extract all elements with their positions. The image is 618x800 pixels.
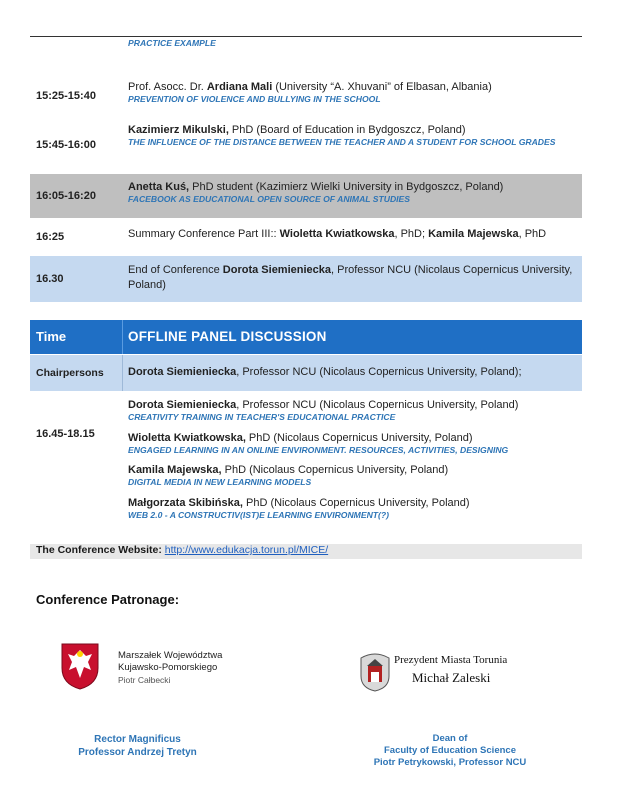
eagle-crest-icon xyxy=(60,642,100,690)
speaker-name: Dorota Siemieniecka xyxy=(128,366,237,378)
talk-item: Wioletta Kwiatkowska, PhD (Nicolaus Copernicus University, Poland) ENGAGED LEARNING IN AN ONLINE ENVIRONMENT. RESOURCES, ACTIVITIES, DESIGNING xyxy=(128,432,578,456)
table-row: 16:25 Summary Conference Part III:: Wioletta Kwiatkowska, PhD; Kamila Majewska, PhD xyxy=(36,228,547,243)
table-row: 16.30 End of Conference Dorota Siemieniecka, Professor NCU (Nicolaus Copernicus University, Poland) xyxy=(30,256,582,302)
time-cell: 16:05-16:20 xyxy=(36,190,96,202)
talk-title: THE INFLUENCE OF THE DISTANCE BETWEEN THE TEACHER AND A STUDENT FOR SCHOOL GRADES xyxy=(128,137,556,147)
speaker-name: Dorota Siemieniecka xyxy=(222,264,332,276)
table-top-border xyxy=(30,36,582,37)
table-row: 15:45-16:00 Kazimierz Mikulski, PhD (Board of Education in Bydgoszcz, Poland) THE INFLUENCE OF THE DISTANCE BETWEEN THE TEACHER AND A STUDENT FOR SCHOOL GRADES xyxy=(30,118,582,168)
panel-talks-row xyxy=(30,393,582,533)
time-cell: 16.30 xyxy=(36,273,64,285)
left-patron-text: Marszałek Województwa Kujawsko-Pomorskiego Piotr Całbecki xyxy=(118,650,223,685)
patronage-heading: Conference Patronage: xyxy=(36,592,180,607)
speaker-name: Kazimierz Mikulski, xyxy=(128,124,229,136)
table-row xyxy=(30,38,582,52)
right-patron-text: Prezydent Miasta Torunia Michał Zaleski xyxy=(394,654,508,685)
speaker-name: Ardiana Mali xyxy=(206,81,273,93)
talk-title: PRACTICE EXAMPLE xyxy=(128,38,216,48)
talk-title: CREATIVITY TRAINING IN TEACHER'S EDUCATIONAL PRACTICE xyxy=(128,412,396,422)
chair-label: Chairpersons xyxy=(36,367,104,379)
speaker-name: Dorota Siemieniecka xyxy=(128,399,237,411)
talk-item: Kamila Majewska, PhD (Nicolaus Copernicus University, Poland) DIGITAL MEDIA IN NEW LEARNING MODELS xyxy=(128,464,578,488)
speaker-name: Anetta Kuś, xyxy=(128,181,190,193)
talk-title: DIGITAL MEDIA IN NEW LEARNING MODELS xyxy=(128,477,312,487)
website-label: The Conference Website: xyxy=(36,544,165,556)
talk-title: WEB 2.0 - A CONSTRUCTIV(IST)E LEARNING ENVIRONMENT(?) xyxy=(128,510,389,520)
city-crest-icon xyxy=(358,650,392,692)
speaker-name: Wioletta Kwiatkowska, xyxy=(128,432,246,444)
dean-signature-block: Dean of Faculty of Education Science Piotr Petrykowski, Professor NCU xyxy=(373,733,527,768)
talk-title: FACEBOOK AS EDUCATIONAL OPEN SOURCE OF ANIMAL STUDIES xyxy=(128,194,411,204)
talk-title: ENGAGED LEARNING IN AN ONLINE ENVIRONMENT. RESOURCES, ACTIVITIES, DESIGNING xyxy=(128,445,509,455)
time-cell: 15:25-15:40 xyxy=(36,90,96,102)
website-link[interactable]: http://www.edukacja.torun.pl/MICE/ xyxy=(164,544,329,556)
divider xyxy=(122,355,123,391)
chairpersons-row: Chairpersons Dorota Siemieniecka, Professor NCU (Nicolaus Copernicus University, Poland); xyxy=(30,355,582,391)
talk-item: Dorota Siemieniecka, Professor NCU (Nicolaus Copernicus University, Poland) CREATIVITY TRAINING IN TEACHER'S EDUCATIONAL PRACTICE xyxy=(128,399,578,423)
time-header: Time xyxy=(36,329,67,344)
time-cell: 16.45-18.15 xyxy=(36,428,95,440)
time-cell: 15:45-16:00 xyxy=(36,139,96,151)
time-cell: 16:25 xyxy=(36,231,65,243)
panel-header xyxy=(30,320,582,354)
speaker-name: Małgorzata Skibińska, xyxy=(128,497,243,509)
rector-signature-block: Rector Magnificus Professor Andrzej Tretyn xyxy=(78,734,197,758)
divider xyxy=(122,320,123,354)
table-row: 16:05-16:20 Anetta Kuś, PhD student (Kazimierz Wielki University in Bydgoszcz, Poland) FACEBOOK AS EDUCATIONAL OPEN SOURCE OF ANIMAL STUDIES xyxy=(30,174,582,218)
panel-title: OFFLINE PANEL DISCUSSION xyxy=(128,329,327,344)
website-bar xyxy=(30,544,582,559)
speaker-name: Kamila Majewska, xyxy=(128,464,222,476)
talk-item: Małgorzata Skibińska, PhD (Nicolaus Copernicus University, Poland) WEB 2.0 - A CONSTRUCTIV(IST)E LEARNING ENVIRONMENT(?) xyxy=(128,497,578,521)
table-row: 15:25-15:40 Prof. Asocc. Dr. Ardiana Mali (University “A. Xhuvani” of Elbasan, Albania) PREVENTION OF VIOLENCE AND BULLYING IN THE SCHOOL xyxy=(30,76,582,110)
talk-title: PREVENTION OF VIOLENCE AND BULLYING IN THE SCHOOL xyxy=(128,94,381,104)
